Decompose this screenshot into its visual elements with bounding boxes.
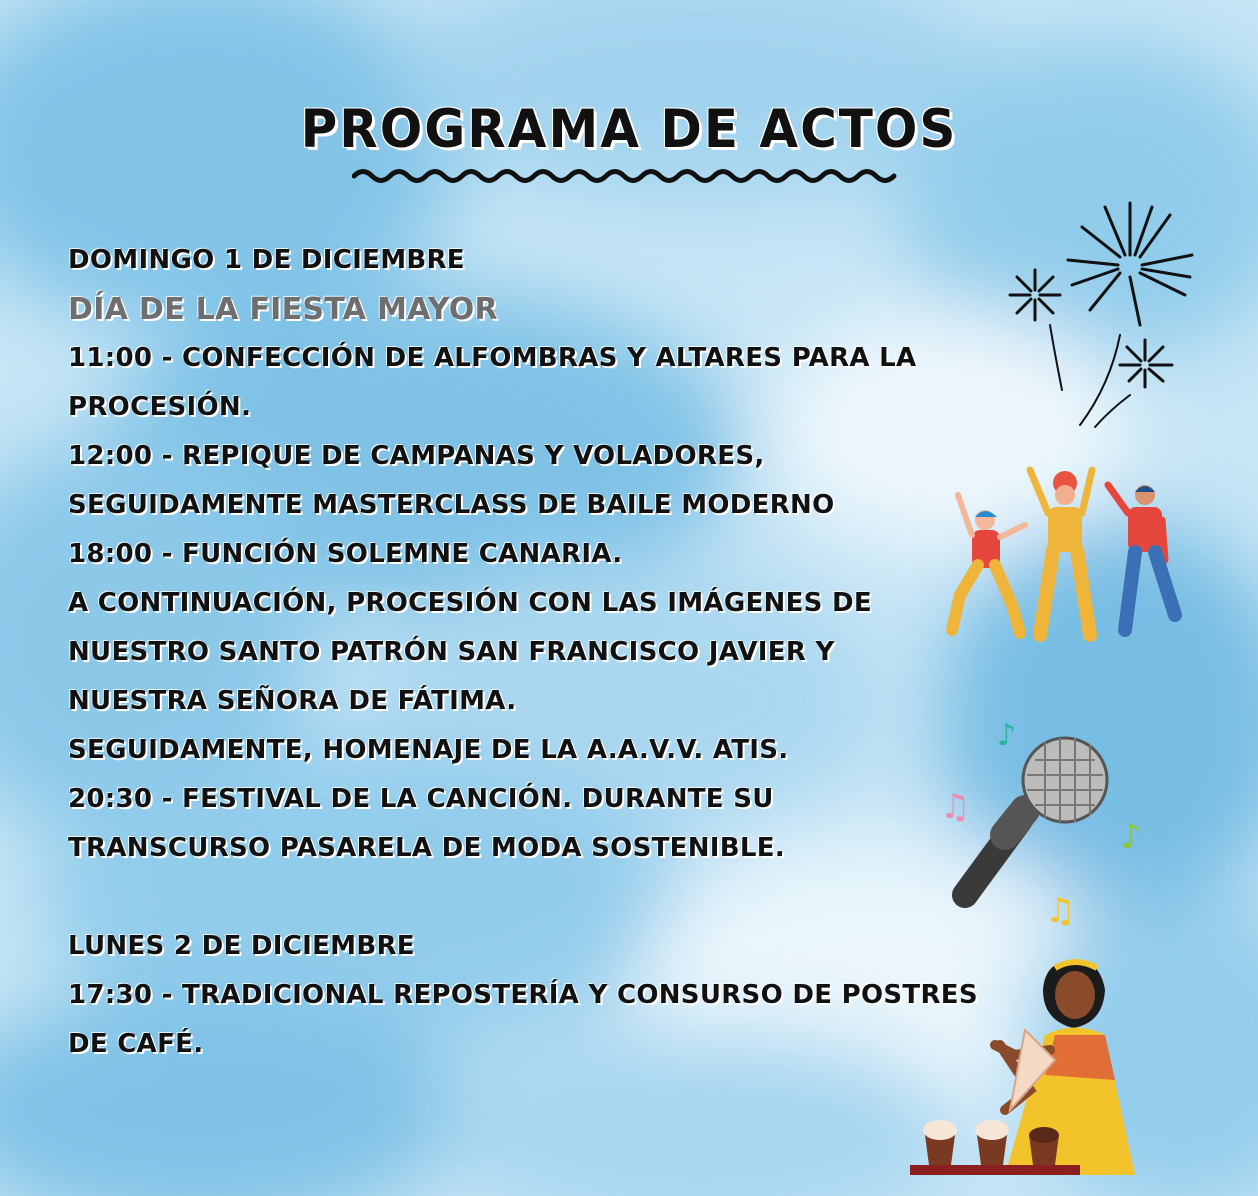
event-line: PROCESIÓN. bbox=[68, 392, 252, 422]
event-line: DE CAFÉ. bbox=[68, 1029, 204, 1059]
event-line: A CONTINUACIÓN, PROCESIÓN CON LAS IMÁGENES DE bbox=[68, 588, 872, 618]
day-subtitle: DÍA DE LA FIESTA MAYOR bbox=[68, 292, 498, 327]
event-line: TRANSCURSO PASARELA DE MODA SOSTENIBLE. bbox=[68, 833, 785, 863]
event-line: 11:00 - CONFECCIÓN DE ALFOMBRAS Y ALTARES PARA LA bbox=[68, 343, 917, 373]
svg-text:♫: ♫ bbox=[940, 787, 971, 827]
dancers-illustration bbox=[940, 465, 1190, 645]
baker-illustration bbox=[905, 950, 1205, 1190]
section-gap bbox=[68, 873, 968, 922]
event-line: NUESTRO SANTO PATRÓN SAN FRANCISCO JAVIER Y bbox=[68, 637, 835, 667]
event-line: 12:00 - REPIQUE DE CAMPANAS Y VOLADORES, bbox=[68, 441, 765, 471]
microphone-illustration bbox=[935, 710, 1165, 930]
svg-text:♫: ♫ bbox=[1045, 891, 1076, 930]
event-line: 20:30 - FESTIVAL DE LA CANCIÓN. DURANTE SU bbox=[68, 784, 774, 814]
fireworks-illustration bbox=[1000, 195, 1210, 435]
schedule bbox=[68, 236, 978, 1069]
day-heading: DOMINGO 1 DE DICIEMBRE bbox=[68, 245, 465, 275]
svg-text:♪: ♪ bbox=[1120, 817, 1142, 857]
event-line: SEGUIDAMENTE, HOMENAJE DE LA A.A.V.V. ATIS. bbox=[68, 735, 789, 765]
event-line: SEGUIDAMENTE MASTERCLASS DE BAILE MODERNO bbox=[68, 490, 835, 520]
event-line: NUESTRA SEÑORA DE FÁTIMA. bbox=[68, 686, 517, 716]
day-heading: LUNES 2 DE DICIEMBRE bbox=[68, 931, 415, 961]
wavy-underline bbox=[352, 166, 908, 186]
event-line: 18:00 - FUNCIÓN SOLEMNE CANARIA. bbox=[68, 539, 623, 569]
page-title: PROGRAMA DE ACTOS bbox=[300, 98, 958, 160]
event-line: 17:30 - TRADICIONAL REPOSTERÍA Y CONSURSO DE POSTRES bbox=[68, 980, 978, 1010]
svg-text:♪: ♪ bbox=[997, 718, 1017, 753]
